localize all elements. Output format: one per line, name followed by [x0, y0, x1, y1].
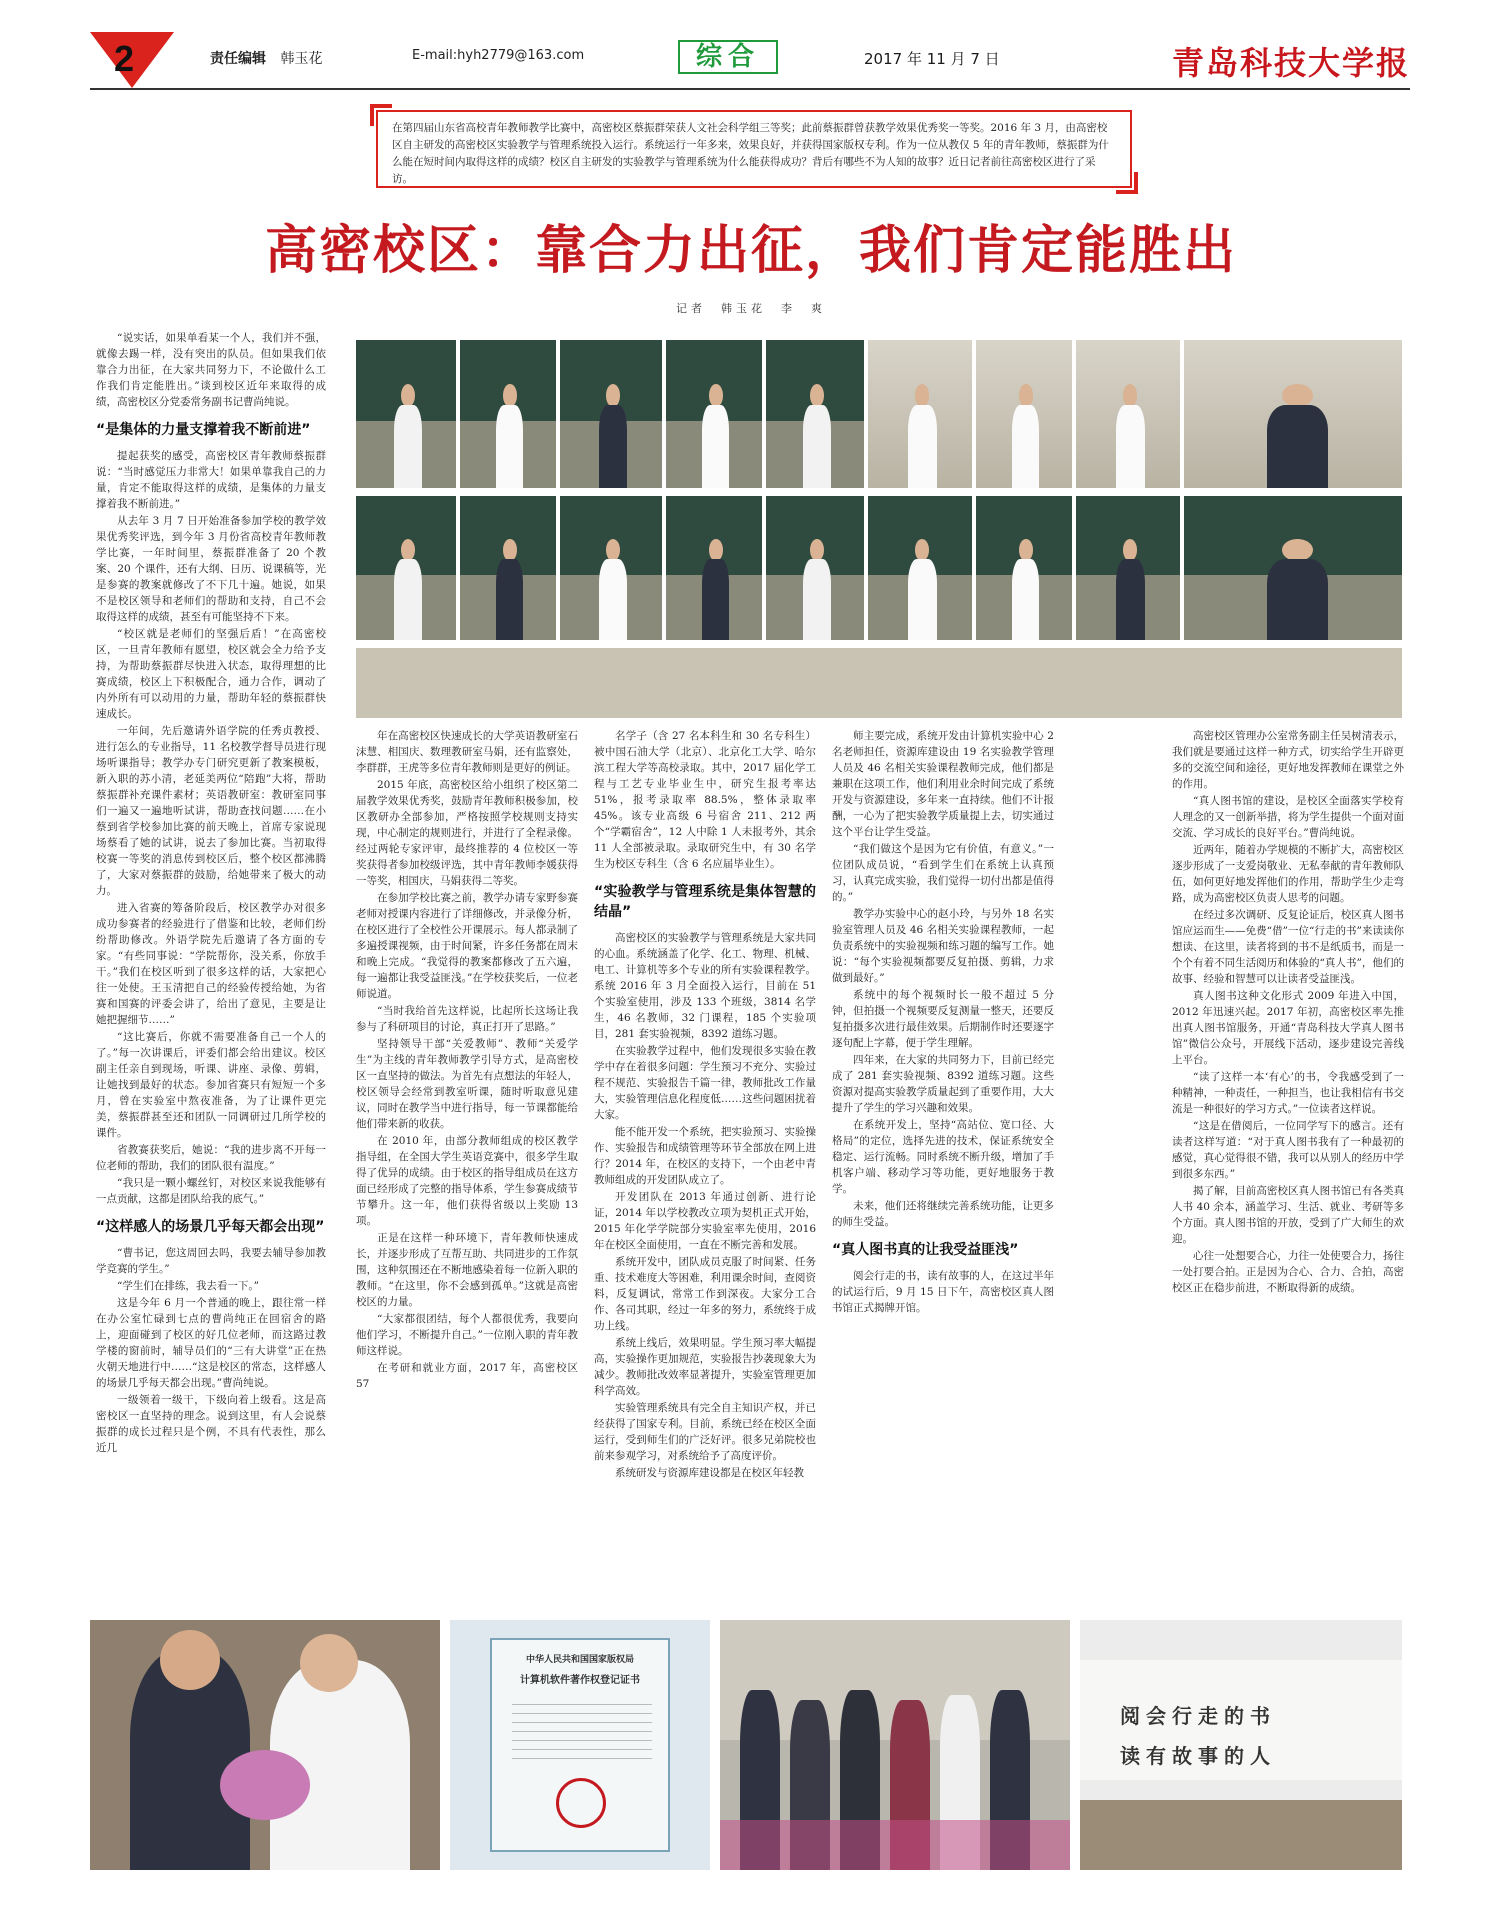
photo-teacher-lecture: [868, 496, 972, 640]
paragraph: 系统中的每个视频时长一般不超过 5 分钟，但拍摄一个视频要反复测量一整天，还要反复拍摄多次进行最佳效果。后期制作时还要逐字逐句配上字幕，便于学生理解。: [832, 989, 1054, 1049]
paragraph: 年在高密校区快速成长的大学英语教研室石沫慧、相国庆、数理教研室马娟，还有监察处，李群群，王虎等多位青年教师则是更好的例证。: [356, 730, 578, 774]
photo-teacher-lecture: [666, 496, 762, 640]
paragraph: 阅会行走的书，读有故事的人，在这过半年的试运行后，9 月 15 日下午，高密校区真人图书馆正式揭牌开馆。: [832, 1270, 1054, 1314]
issue-date: 2017 年 11 月 7 日: [864, 50, 1000, 68]
paragraph: 一级领着一级干，下级向着上级看。这是高密校区一直坚持的理念。说到这里，有人会说蔡振群的成长过程只是个例，不具有代表性，那么近几: [96, 1394, 326, 1454]
paragraph: 在实验教学过程中，他们发现很多实验在教学中存在着很多问题：学生预习不充分、实验过程不规范、实验报告千篇一律，教师批改工作量大，实验管理信息化程度低……这些问题困扰着大家。: [594, 1045, 816, 1121]
reading-room-sign: 阅会行走的书: [1120, 1704, 1276, 1728]
lead-corner-decoration: [1116, 172, 1138, 194]
editor-name: 韩玉花: [280, 51, 323, 67]
photo-teacher-lab: [868, 340, 972, 488]
paragraph: “说实话，如果单看某一个人，我们并不强，就像去踢一样，没有突出的队员。但如果我们依靠合力出征，在大家共同努力下，不论做什么工作我们肯定能胜出。”谈到校区近年来取得的成绩，高密校区分党委常务副书记曹尚纯说。: [96, 332, 326, 408]
masthead: [90, 32, 1410, 92]
paragraph: “当时我给首先这样说，比起所长这场让我参与了科研项目的讨论，真正打开了思路。”: [356, 1005, 578, 1033]
paragraph: 在经过多次调研、反复论证后，校区真人图书馆应运而生——免费“借”一位“行走的书”来读读你想读、在这里，读者将到的书不是纸质书，而是一个个有着不同生活阅历和体验的“真人书”，他们的故事、经验和智慧可以让读者受益匪浅。: [1172, 909, 1404, 985]
photo-teacher-lecture: [1076, 340, 1180, 488]
paragraph: “曹书记，您这周回去吗，我要去辅导参加教学竞赛的学生。”: [96, 1247, 326, 1275]
article-column-1: [96, 330, 326, 1600]
photo-teacher-lecture: [1184, 496, 1402, 640]
headline: 高密校区：靠合力出征，我们肯定能胜出: [264, 221, 1237, 281]
editor-line: [210, 48, 322, 68]
photo-teacher-lecture: [560, 496, 662, 640]
paragraph: 师主要完成，系统开发由计算机实验中心 2 名老师担任，资源库建设由 19 名实验教学管理人员及 46 名相关实验课程教师完成，他们都是兼职在这项工作，他们利用业余时间完成了系统开发与资源建设，多年来一直持续。他们不计报酬，一心为了把实验教学质量提上去，切实通过这个平台让学生受益。: [832, 730, 1054, 838]
photo-teacher-lecture: [976, 496, 1072, 640]
paragraph: 在参加学校比赛之前，教学办请专家野参赛老师对授课内容进行了详细修改，并录像分析，在校区进行了全校性公开课展示。每人都录制了多遍授课视频，由于时间紧，许多任务都在周末和晚上完成。“我觉得的教案都修改了五六遍，每一遍都让我受益匪浅。”在学校获奖后，一位老师说道。: [356, 892, 578, 1000]
photo-teacher-lecture: [666, 340, 762, 488]
photo-teacher-lab: [976, 340, 1072, 488]
byline: 记者 韩玉花 李 爽: [676, 302, 826, 315]
paragraph: “我们做这个是因为它有价值，有意义。”一位团队成员说，“看到学生们在系统上认真预习，认真完成实验，我们觉得一切付出都是值得的。”: [832, 843, 1054, 903]
paragraph: 心往一处想要合心，力往一处使要合力，扬往一处打要合拍。正是因为合心、合力、合拍，高密校区正在稳步前进，不断取得新的成绩。: [1172, 1250, 1404, 1294]
certificate: [490, 1638, 670, 1852]
photo-teacher-lecture: [1076, 496, 1180, 640]
certificate-issuer: 中华人民共和国国家版权局: [525, 1655, 634, 1665]
paragraph: 提起获奖的感受，高密校区青年教师蔡振群说：“当时感觉压力非常大！如果单靠我自己的力量，肯定不能取得这样的成绩，是集体的力量支撑着我不断前进。”: [96, 450, 326, 510]
paragraph: 从去年 3 月 7 日开始准备参加学校的教学效果优秀奖评选，到今年 3 月份省高校青年教师教学比赛，一年时间里，蔡振群准备了 20 个教案、20 个课件，还有大纲、日历、说课稿等，光是参赛的教案就修改了不下几十遍。她说，如果不是校区领导和老师们的帮助和支持，自己不会取得这样的成绩，甚至有可能坚持不下来。: [96, 515, 326, 623]
copyright-certificate-photo: [450, 1620, 710, 1870]
photo-strip: [356, 648, 1402, 718]
photo-teacher-lecture: [460, 496, 556, 640]
paragraph: 四年来，在大家的共同努力下，目前已经完成了 281 套实验视频、8392 道练习题。这些资源对提高实验教学质量起到了重要作用，大大提升了学生的学习兴趣和效果。: [832, 1054, 1054, 1114]
paragraph: “读了这样一本‘有心’的书，令我感受到了一种精神，一种责任，一种担当，也让我相信有书交流是一种很好的学习方式。”一位读者这样说。: [1172, 1071, 1404, 1115]
lead-paragraph: 在第四届山东省高校青年教师教学比赛中，高密校区蔡振群荣获人文社会科学组三等奖；此前蔡振群曾获教学效果优秀奖一等奖。2016 年 3 月，由高密校区自主研发的高密校区实验教学与管理系统投入运行。系统运行一年多来，效果良好，并获得国家版权专利。作为一位从教仅 5 年的青年教师，蔡振群为什么能在短时间内取得这样的成绩？校区自主研发的实验教学与管理系统为什么能获得成功？背后有哪些不为人知的故事？近日记者前往高密校区进行了采访。: [376, 110, 1132, 188]
paragraph: 未来，他们还将继续完善系统功能，让更多的师生受益。: [832, 1200, 1054, 1228]
paragraph: 高密校区管理办公室常务副主任吴树清表示，我们就是要通过这样一种方式，切实给学生开辟更多的交流空间和途径，更好地发挥教师在课堂之外的作用。: [1172, 730, 1404, 790]
certificate-text-lines: [512, 1696, 652, 1766]
paragraph: 系统研发与资源库建设都是在校区年轻教: [615, 1467, 804, 1479]
paragraph: 系统上线后，效果明显。学生预习率大幅提高，实验操作更加规范，实验报告抄袭现象大为减少。教师批改效率显著提升，实验室管理更加科学高效。: [594, 1337, 816, 1397]
photo-teacher-lecture: [356, 340, 456, 488]
section-label: 综合: [678, 40, 778, 74]
paragraph: 在 2010 年，由部分教师组成的校区教学指导组，在全国大学生英语竞赛中，很多学生取得了优异的成绩。由于校区的指导组成员在这方面已经形成了完整的指导体系，学生参赛成绩节节攀升。这一年，他们获得省级以上奖励 13 项。: [356, 1135, 578, 1227]
paragraph: 在考研和就业方面，2017 年，高密校区 57: [356, 1362, 578, 1390]
paragraph: “学生们在排练，我去看一下。”: [117, 1280, 259, 1292]
paragraph: “这比赛后，你就不需要准备自己一个人的了。”每一次讲课后，评委们都会给出建议。校区副主任亲自到现场，听课、讲座、录像、剪辑，让她找到最好的状态。参加省赛只有短短一个多月，曾在实验室中熬夜准备，为了让课件更完美，蔡振群甚至还和团队一同调研过几所学校的课件。: [96, 1031, 326, 1139]
photo-teacher-lecture: [460, 340, 556, 488]
paragraph: 正是在这样一种环境下，青年教师快速成长，并逐步形成了互帮互助、共同进步的工作氛围，这种氛围还在不断地感染着每一位新入职的教师。“在这里，你不会感到孤单。”这就是高密校区的力量。: [356, 1232, 578, 1308]
paragraph: 近两年，随着办学规模的不断扩大，高密校区逐步形成了一支爱岗敬业、无私奉献的青年教师队伍，如何更好地发挥他们的作用，帮助学生少走弯路，成为高密校区负责人思考的问题。: [1172, 844, 1404, 904]
paragraph: 在系统开发上，坚持“高站位、宽口径、大格局”的定位，选择先进的技术，保证系统安全稳定、运行流畅。同时系统不断升级，增加了手机客户端、移动学习等功能，更好地服务于教学。: [832, 1119, 1054, 1195]
paragraph: 坚持领导干部“关爱教师”、教师“关爱学生”为主线的青年教师教学引导方式，是高密校区一直坚持的做法。为首先有点想法的年轻人，校区领导会经常到教室听课，随时听取意见建议，同时在教学当中进行指导，每一节课都能给他们带来新的收获。: [356, 1038, 578, 1130]
article-column-5: [1172, 728, 1404, 1604]
photo-teacher-lecture: [766, 340, 864, 488]
paragraph: 系统开发中，团队成员克服了时间紧、任务重、技术难度大等困难，利用课余时间，查阅资料，反复调试，常常工作到深夜。大家分工合作、各司其职，经过一年多的努力，系统终于成功上线。: [594, 1256, 816, 1332]
subheading: “实验教学与管理系统是集体智慧的结晶”: [594, 884, 816, 920]
page-number: 2: [114, 38, 135, 79]
photo-teacher-lecture: [766, 496, 864, 640]
header-divider: [90, 88, 1410, 90]
editor-email: E-mail:hyh2779@163.com: [412, 48, 585, 63]
photo-reading-room: [1080, 1620, 1402, 1870]
paragraph: “我只是一颗小螺丝钉，对校区来说我能够有一点贡献，这都是团队给我的底气。”: [96, 1177, 326, 1205]
article-column-4: [832, 728, 1054, 1604]
editor-label: 责任编辑: [210, 51, 266, 67]
paragraph: 开发团队在 2013 年通过创新、进行论证，2014 年以学校教改立项为契机正式开始，2015 年化学学院部分实验室率先使用，2016 年在校区全面使用，一直在不断完善和发展。: [594, 1191, 816, 1251]
paragraph: 一年间，先后邀请外语学院的任秀贞教授、进行怎么的专业指导，11 名校教学督导员进行现场听课指导；教学办专门研究更新了教案模板，新入职的苏小清，老延美两位“陪跑”大将，帮助蔡振群补充课件素材；英语教研室：教研室同事们一遍又一遍地听试讲，帮助查找问题……在小蔡到省学校参加比赛的前天晚上，首席专家说现场蔡看了她的试讲，说去了参加比赛。当初取得校赛一等奖的消息传到校区后，整个校区都沸腾了，大家对蔡振群的鼓励，给她带来了极大的动力。: [96, 725, 326, 897]
photo-teacher-lecture: [356, 496, 456, 640]
photo-award-group: [720, 1620, 1070, 1870]
paragraph: 进入省赛的筹备阶段后，校区教学办对很多成功参赛者的经验进行了借鉴和比较，老师们纷纷帮助修改。外语学院先后邀请了各方面的专家。“有些同事说：“学院帮你，没关系，你放手干。”我们在校区听到了很多这样的话，大家把心往一处使。王玉清把自己的经验传授给她，为省赛和国赛的评委会讲了，给出了意见，主要是让她把握细节……”: [96, 902, 326, 1026]
paragraph: “校区就是老师们的坚强后盾！”在高密校区，一旦青年教师有愿望，校区就会全力给予支持，为帮助蔡振群尽快进入状态，取得理想的比赛成绩，校区上下积极配合，通力合作，调动了内外所有可以动用的力量，帮助年轻的蔡振群快速成长。: [96, 628, 326, 720]
newspaper-logo: 青岛科技大学报: [1171, 44, 1410, 82]
photo-award-flowers: [90, 1620, 440, 1870]
subheading: “这样感人的场景几乎每天都会出现”: [96, 1219, 325, 1235]
paragraph: 2015 年底，高密校区给小组织了校区第二届教学效果优秀奖，鼓励青年教师积极参加，校区教研办全部参加，严格按照学校规则支持实现，中心制定的规则进行，并进行了全程录像。经过两轮专家评审，最终推荐的 4 位校区一等奖获得者参加校级评选，其中青年教师李媛获得一等奖，相国庆，马娟获得二等奖。: [356, 779, 578, 887]
reading-room-floor: [1080, 1800, 1402, 1870]
paragraph: 实验管理系统具有完全自主知识产权，并已经获得了国家专利。目前，系统已经在校区全面运行，受到师生们的广泛好评。很多兄弟院校也前来参观学习，对系统给予了高度评价。: [594, 1402, 816, 1462]
paragraph: “真人图书馆的建设，是校区全面落实学校育人理念的又一创新举措，将为学生提供一个面对面交流、学习成长的良好平台。”曹尚纯说。: [1172, 795, 1404, 839]
reading-room-sign: 读有故事的人: [1120, 1744, 1276, 1768]
paragraph: 这是今年 6 月一个普通的晚上，跟往常一样在办公室忙碌到七点的曹尚纯正在回宿舍的路上，迎面碰到了校区的好几位老师，而这路过教学楼的窗前时，辅导员们的“三有大讲堂”正在热火朝天地进行中……“这是校区的常态，这样感人的场景几乎每天都会出现。”曹尚纯说。: [96, 1297, 326, 1389]
seal-icon: [556, 1778, 606, 1828]
certificate-title: 计算机软件著作权登记证书: [520, 1675, 640, 1686]
photo-teacher-lecture: [560, 340, 662, 488]
paragraph: 能不能开发一个系统，把实验预习、实验操作、实验报告和成绩管理等环节全部放在网上进行？2014 年，在校区的支持下，一个由老中青教师组成的开发团队成立了。: [594, 1126, 816, 1186]
paragraph: 名学子（含 27 名本科生和 30 名专科生）被中国石油大学（北京）、北京化工大学、哈尔滨工程大学等高校录取。其中，2017 届化学工程与工艺专业毕业生中，研究生报考率达 51%，报考录取率 88.5%，整体录取率 45%。该专业高级 6 号宿舍 211、212 两个“学霸宿舍”，12 人中除 1 人未报考外，其余 11 人全部被录取。录取研究生中，有 30 名学生为校区专科生（含 6 名应届毕业生）。: [594, 730, 816, 870]
subheading: “是集体的力量支撑着我不断前进”: [96, 422, 311, 438]
article-column-3: [594, 728, 816, 1604]
paragraph: 教学办实验中心的赵小玲，与另外 18 名实验室管理人员及 46 名相关实验课程教师，一起负责系统中的实验视频和练习题的编写工作。她说：“每个实验视频都要反复拍摄、剪辑，力求做到最好。”: [832, 908, 1054, 984]
paragraph: 揭了解，目前高密校区真人图书馆已有各类真人书 40 余本，涵盖学习、生活、就业、考研等多个方面。真人图书馆的开放，受到了广大师生的欢迎。: [1172, 1185, 1404, 1245]
subheading: “真人图书真的让我受益匪浅”: [832, 1242, 1019, 1258]
photo-teacher-lecture: [1184, 340, 1402, 488]
article-column-2: [356, 728, 578, 1604]
paragraph: 真人图书这种文化形式 2009 年进入中国，2012 年迅速兴起。2017 年初，高密校区率先推出真人图书馆服务，开通“青岛科技大学真人图书馆”微信公众号，开展线下活动，逐步建设完善线上平台。: [1172, 990, 1404, 1066]
paragraph: “这是在借阅后，一位同学写下的感言。还有读者这样写道：“对于真人图书我有了一种最初的感觉，真心觉得很不错，我可以从别人的经历中学到很多东西。”: [1172, 1120, 1404, 1180]
paragraph: 省教赛获奖后，她说：“我的进步离不开每一位老师的帮助，我们的团队很有温度。”: [96, 1144, 326, 1172]
paragraph: 高密校区的实验教学与管理系统是大家共同的心血。系统涵盖了化学、化工、物理、机械、电工、计算机等多个专业的所有实验课程教学。系统 2016 年 3 月全面投入运行，目前在 51 个实验室使用，涉及 133 个班级，3814 名学生，46 名教师，32 门课程，185 个实验项目，281 套实验视频，8392 道练习题。: [594, 932, 816, 1040]
paragraph: “大家都很团结，每个人都很优秀，我要向他们学习，不断提升自己。”一位刚入职的青年教师这样说。: [356, 1313, 578, 1357]
